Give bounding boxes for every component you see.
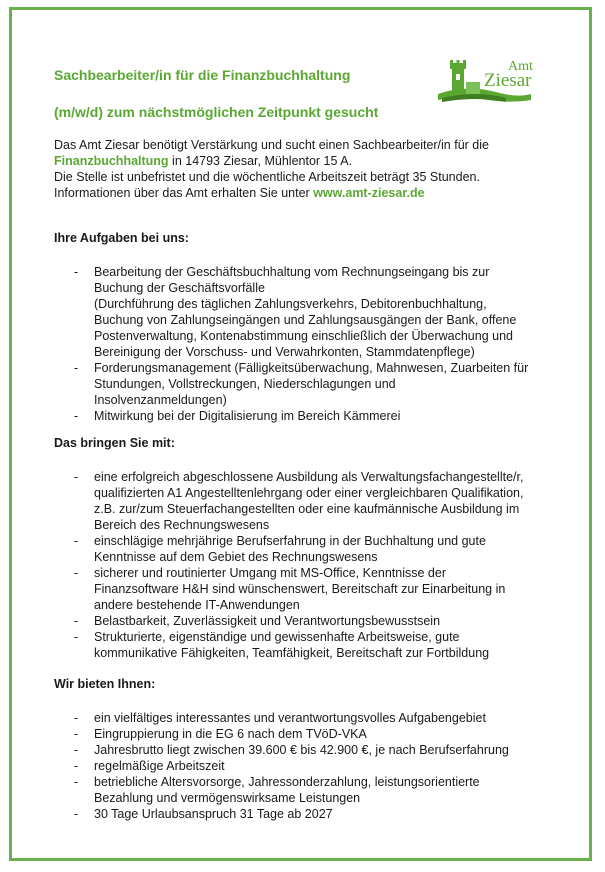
intro-line-3: Die Stelle ist unbefristet und die wöchentliche Arbeitszeit beträgt 35 Stunden. [54, 170, 480, 184]
list-item-line: Buchung der Geschäftsvorfälle [94, 281, 265, 295]
list-item-line: Strukturierte, eigenständige und gewissenhafte Arbeitsweise, gute [94, 630, 460, 644]
intro-line-2-rest: in 14793 Ziesar, Mühlentor 15 A. [168, 154, 353, 168]
list-item [54, 360, 554, 408]
list-item-line: regelmäßige Arbeitszeit [94, 759, 225, 773]
list-item-line: z.B. zur/zum Steuerfachangestellten oder eine kaufmännische Ausbildung im [94, 502, 520, 516]
bullet-dash: - [74, 470, 79, 484]
bullet-dash: - [74, 807, 79, 821]
list-item-line: sicherer und routinierter Umgang mit MS-Office, Kenntnisse der [94, 566, 447, 580]
list-item-line: Bereich des Rechnungswesens [94, 518, 270, 532]
section-heading: Wir bieten Ihnen: [54, 677, 156, 691]
bullet-dash: - [74, 534, 79, 548]
bullet-dash: - [74, 566, 79, 580]
intro-line-1: Das Amt Ziesar benötigt Verstärkung und sucht einen Sachbearbeiter/in für die [54, 138, 489, 152]
list-item-line: betriebliche Altersvorsorge, Jahressonderzahlung, leistungsorientierte [94, 775, 480, 789]
section-heading: Das bringen Sie mit: [54, 436, 175, 450]
list-item [54, 758, 554, 774]
intro-paragraph [54, 137, 554, 201]
list-item-line: Bezahlung und vermögenswirksame Leistungen [94, 791, 361, 805]
list-item-line: (Durchführung des täglichen Zahlungsverkehrs, Debitorenbuchhaltung, [94, 297, 487, 311]
list-item-line: Finanzsoftware H&H sind wünschenswert, Bereitschaft zur Einarbeitung in [94, 582, 506, 596]
list-item [54, 726, 554, 742]
bullet-dash: - [74, 711, 79, 725]
list-item-line: einschlägige mehrjährige Berufserfahrung in der Buchhaltung und gute [94, 534, 486, 548]
bullet-dash: - [74, 409, 79, 423]
list-item [54, 565, 554, 613]
list-item-line: Bereinigung der Vorschuss- und Verwahrkonten, Stammdatenpflege) [94, 345, 475, 359]
list-item-line: 30 Tage Urlaubsanspruch 31 Tage ab 2027 [94, 807, 333, 821]
list-item [54, 469, 554, 533]
bullet-dash: - [74, 759, 79, 773]
list-item [54, 806, 554, 822]
list-item-line: Jahresbrutto liegt zwischen 39.600 € bis 42.900 €, je nach Berufserfahrung [94, 743, 509, 757]
list-item-line: Buchung von Zahlungseingängen und Zahlungsausgängen der Bank, offene [94, 313, 517, 327]
list-item [54, 629, 554, 661]
bullet-dash: - [74, 265, 79, 279]
section-benefits [54, 676, 554, 822]
intro-line-2 [54, 153, 554, 169]
bullet-dash: - [74, 630, 79, 644]
list-item [54, 408, 554, 424]
list-item-line: Kenntnisse auf dem Gebiet des Rechnungswesens [94, 550, 378, 564]
list-item [54, 613, 554, 629]
list-item-line: Postenverwaltung, Kontenabstimmung einschließlich der Überwachung und [94, 329, 513, 343]
list-item-line: eine erfolgreich abgeschlossene Ausbildung als Verwaltungsfachangestellte/r, [94, 470, 524, 484]
list-item-line: andere bestehende IT-Anwendungen [94, 598, 300, 612]
section-requirements [54, 435, 554, 661]
list-item-line: Stundungen, Vollstreckungen, Niederschlagungen und [94, 377, 396, 391]
list-item-line: Belastbarkeit, Zuverlässigkeit und Verantwortungsbewusstsein [94, 614, 441, 628]
bullet-dash: - [74, 727, 79, 741]
intro-highlight: Finanzbuchhaltung [54, 154, 169, 168]
list-item [54, 533, 554, 565]
list-item-line: Bearbeitung der Geschäftsbuchhaltung vom Rechnungseingang bis zur [94, 265, 490, 279]
intro-line-4 [54, 185, 554, 201]
list-item [54, 742, 554, 758]
bullet-dash: - [74, 614, 79, 628]
bullet-dash: - [74, 775, 79, 789]
section-tasks [54, 230, 554, 424]
list-item [54, 264, 554, 360]
intro-line-4-text: Informationen über das Amt erhalten Sie unter [54, 186, 314, 200]
list-item [54, 710, 554, 726]
bullet-dash: - [74, 361, 79, 375]
list-item-line: kommunikative Fähigkeiten, Teamfähigkeit, Bereitschaft zur Fortbildung [94, 646, 490, 660]
amt-ziesar-logo [436, 54, 556, 104]
section-heading: Ihre Aufgaben bei uns: [54, 231, 189, 245]
list-item-line: Forderungsmanagement (Fälligkeitsüberwachung, Mahnwesen, Zuarbeiten für [94, 361, 529, 375]
list-item-line: Mitwirkung bei der Digitalisierung im Bereich Kämmerei [94, 409, 401, 423]
job-subtitle: (m/w/d) zum nächstmöglichen Zeitpunkt gesucht [54, 104, 379, 120]
list-item-line: qualifizierten A1 Angestelltenlehrgang oder einer vergleichbaren Qualifikation, [94, 486, 524, 500]
list-item-line: Eingruppierung in die EG 6 nach dem TVöD-VKA [94, 727, 367, 741]
bullet-dash: - [74, 743, 79, 757]
list-item [54, 774, 554, 806]
logo-text-ziesar: Ziesar [484, 70, 532, 91]
job-title: Sachbearbeiter/in für die Finanzbuchhaltung [54, 67, 351, 83]
website-link[interactable]: www.amt-ziesar.de [313, 186, 425, 200]
list-item-line: ein vielfältiges interessantes und verantwortungsvolles Aufgabengebiet [94, 711, 486, 725]
list-item-line: Insolvenzanmeldungen) [94, 393, 227, 407]
logo-text-amt: Amt [508, 59, 533, 74]
